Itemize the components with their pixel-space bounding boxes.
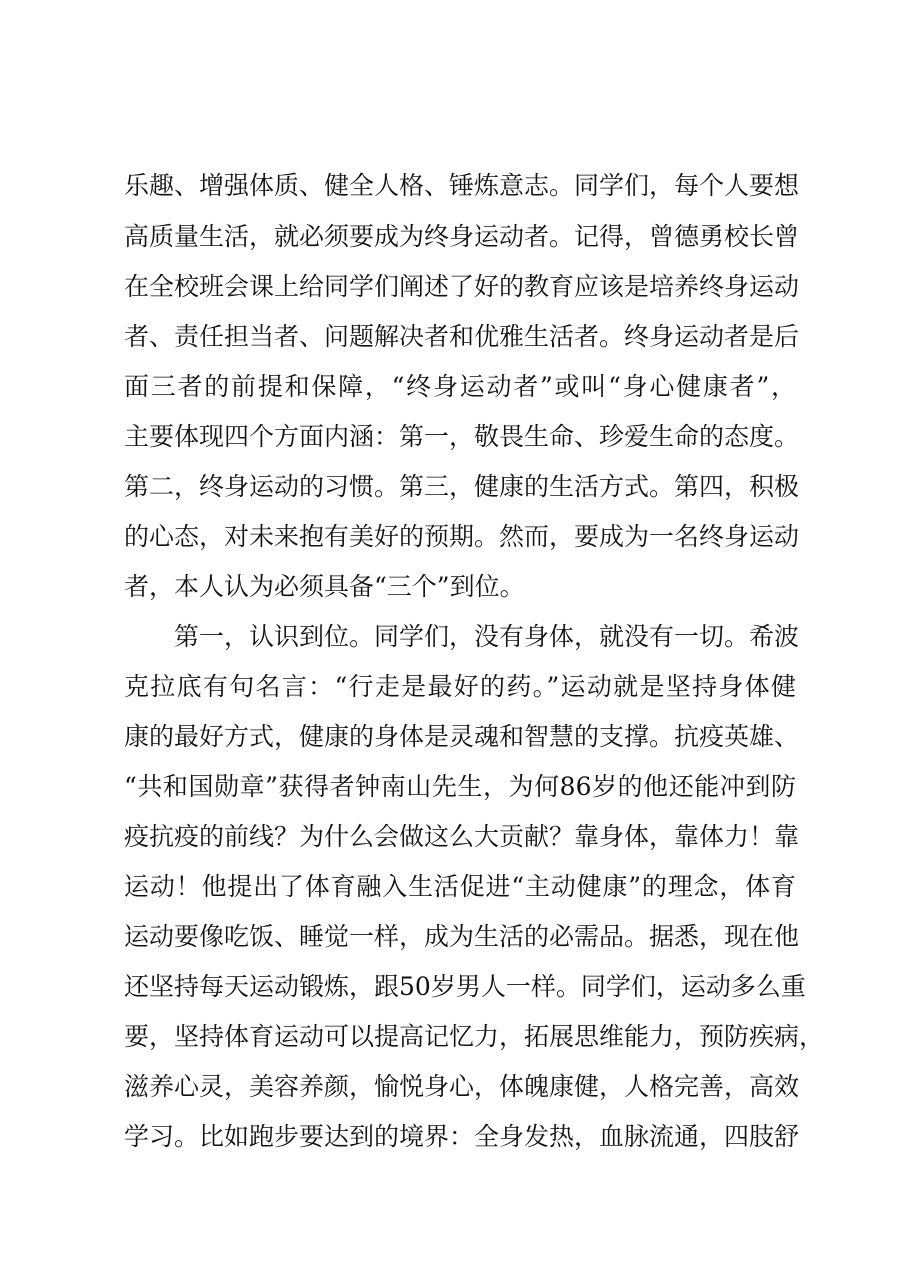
text-line: 面三者的前提和保障，“终身运动者”或叫“身心健康者”， (124, 372, 796, 401)
text-line: 者、责任担当者、问题解决者和优雅生活者。终身运动者是后 (124, 322, 800, 351)
text-line: 第一，认识到位。同学们，没有身体，就没有一切。希波 (174, 622, 800, 651)
text-line: 滋养心灵，美容养颜，愉悦身心，体魄康健，人格完善，高效 (124, 1072, 800, 1101)
text-line: 高质量生活，就必须要成为终身运动者。记得，曾德勇校长曾 (124, 222, 800, 251)
text-line: 主要体现四个方面内涵：第一，敬畏生命、珍爱生命的态度。 (124, 422, 800, 451)
text-line: 还坚持每天运动锻炼，跟50岁男人一样。同学们，运动多么重 (124, 972, 806, 1001)
text-line: 康的最好方式，健康的身体是灵魂和智慧的支撑。抗疫英雄、 (124, 722, 800, 751)
text-line: 在全校班会课上给同学们阐述了好的教育应该是培养终身运动 (124, 272, 800, 301)
text-line: 运动要像吃饭、睡觉一样，成为生活的必需品。据悉，现在他 (124, 922, 800, 951)
text-line: 克拉底有句名言：“行走是最好的药。”运动就是坚持身体健 (124, 672, 796, 701)
text-line: 疫抗疫的前线？为什么会做这么大贡献？靠身体，靠体力！靠 (124, 822, 800, 851)
text-line: 乐趣、增强体质、健全人格、锤炼意志。同学们，每个人要想 (124, 171, 800, 200)
text-line: 学习。比如跑步要达到的境界：全身发热，血脉流通，四肢舒 (124, 1122, 800, 1151)
text-line: 要，坚持体育运动可以提高记忆力，拓展思维能力，预防疾病， (124, 1022, 825, 1051)
text-line: “共和国勋章”获得者钟南山先生，为何86岁的他还能冲到防 (124, 772, 796, 801)
text-line: 者，本人认为必须具备“三个”到位。 (124, 572, 525, 601)
text-line: 的心态，对未来抱有美好的预期。然而，要成为一名终身运动 (124, 522, 800, 551)
text-line: 第二，终身运动的习惯。第三，健康的生活方式。第四，积极 (124, 472, 800, 501)
text-line: 运动！他提出了体育融入生活促进“主动健康”的理念，体育 (124, 872, 796, 901)
